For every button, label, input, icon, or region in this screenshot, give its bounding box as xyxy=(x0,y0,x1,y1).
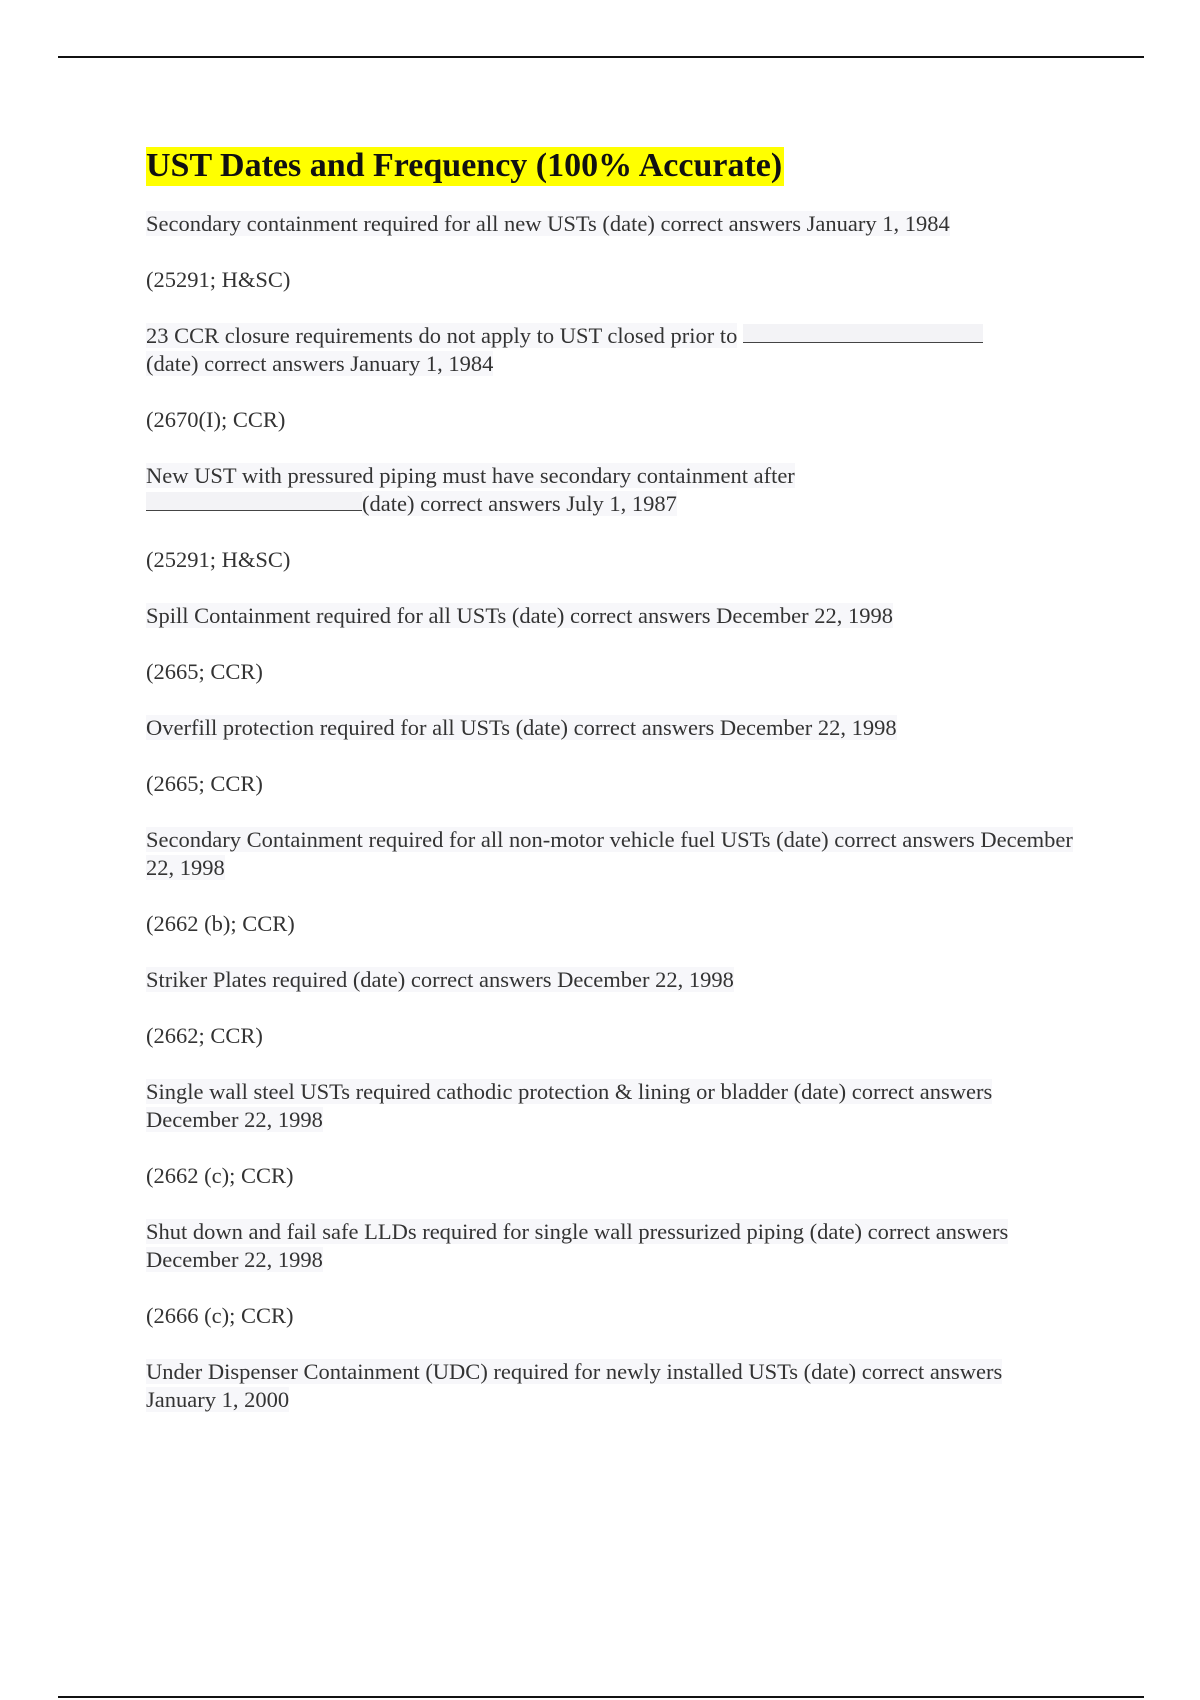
entry-question: Overfill protection required for all USTs (date) correct answers December 22, 1998 xyxy=(146,715,897,740)
page-title xyxy=(146,146,784,186)
entry-question: Under Dispenser Containment (UDC) required for newly installed USTs (date) correct answers January 1, 2000 xyxy=(146,1359,1003,1412)
entry-question: New UST with pressured piping must have secondary containment after (date) correct answers July 1, 1987 xyxy=(146,463,795,516)
entry-citation: (2666 (c); CCR) xyxy=(146,1303,294,1328)
entry-question: 23 CCR closure requirements do not apply to UST closed prior to (date) correct answers January 1, 1984 xyxy=(146,322,1076,378)
entry-citation: (2665; CCR) xyxy=(146,659,263,684)
entry-citation: (2662 (c); CCR) xyxy=(146,1163,294,1188)
bottom-rule xyxy=(58,1696,1144,1698)
entry-question: Striker Plates required (date) correct answers December 22, 1998 xyxy=(146,967,734,992)
answer-blank xyxy=(743,324,983,343)
entry-question: Single wall steel USTs required cathodic protection & lining or bladder (date) correct answers December 22, 1998 xyxy=(146,1079,993,1132)
entry-question: Secondary containment required for all new USTs (date) correct answers January 1, 1984 xyxy=(146,211,950,236)
entry-question: Spill Containment required for all USTs (date) correct answers December 22, 1998 xyxy=(146,603,893,628)
entry-citation: (2670(I); CCR) xyxy=(146,407,286,432)
title-highlight: UST Dates and Frequency (100% Accurate) xyxy=(146,147,783,184)
document-body xyxy=(146,210,1076,1442)
top-rule xyxy=(58,56,1144,58)
entry-question: Shut down and fail safe LLDs required for single wall pressurized piping (date) correct answers December 22, 1998 xyxy=(146,1219,1009,1272)
entry-citation: (2662; CCR) xyxy=(146,1023,263,1048)
entry-citation: (2665; CCR) xyxy=(146,771,263,796)
entry-citation: (25291; H&SC) xyxy=(146,267,291,292)
entry-citation: (2662 (b); CCR) xyxy=(146,911,295,936)
entry-question: Secondary Containment required for all non-motor vehicle fuel USTs (date) correct answers December 22, 1998 xyxy=(146,827,1073,880)
answer-blank xyxy=(146,492,362,511)
entry-citation: (25291; H&SC) xyxy=(146,547,291,572)
